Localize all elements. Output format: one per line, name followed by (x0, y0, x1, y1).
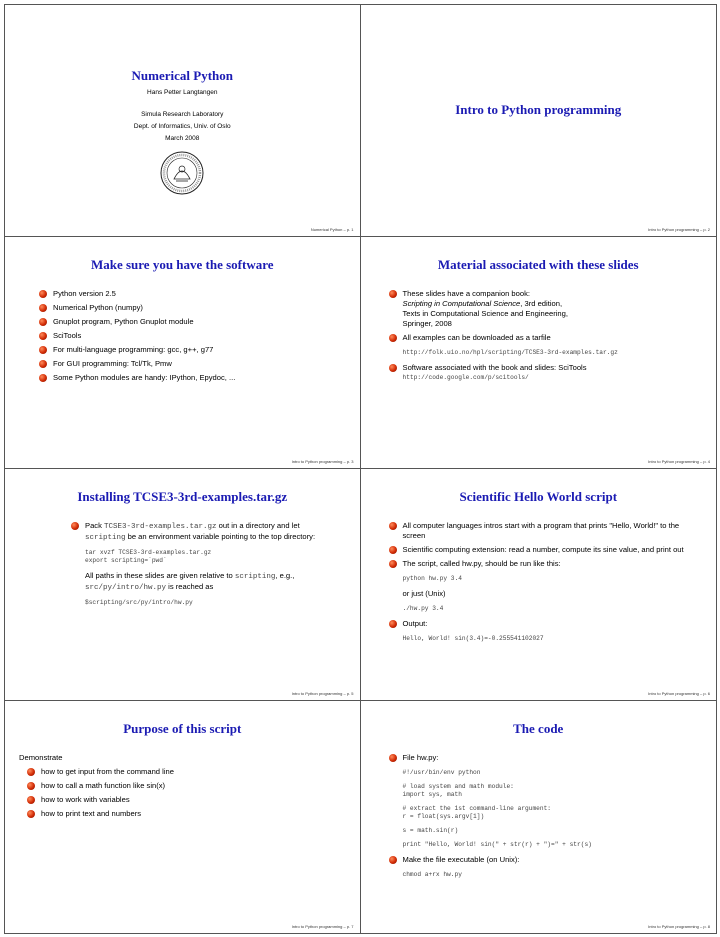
slide-body (39, 289, 346, 387)
list-item: Some Python modules are handy: IPython, Epydoc, ... (39, 373, 346, 383)
bullet-icon (27, 768, 35, 776)
slide-body (71, 521, 340, 613)
bullet-icon (389, 620, 397, 628)
slide-4 (361, 237, 717, 469)
affiliation-2: Dept. of Informatics, Univ. of Oslo (133, 123, 231, 130)
slide-title: Numerical Python (131, 68, 233, 83)
slide-grid (4, 4, 717, 934)
intro-text: Demonstrate (19, 753, 63, 762)
list-item: Numerical Python (numpy) (39, 303, 346, 313)
list-item: For multi-language programming: gcc, g++, g77 (39, 345, 346, 355)
slide-footer: Intro to Python programming – p. 4 (648, 459, 710, 464)
list-item: All computer languages intros start with a program that prints "Hello, World!" to the screen (389, 521, 703, 541)
slide-5 (5, 469, 361, 701)
date: March 2008 (165, 135, 200, 142)
bullet-list (39, 289, 346, 383)
bullet-icon (27, 810, 35, 818)
slide-footer: Intro to Python programming – p. 6 (648, 691, 710, 696)
list-item: File hw.py: #!/usr/bin/env python # load system and math module: import sys, math # extract the 1st command-line argument: r = float(sys.argv[1]) s = math.sin(r) print "Hello, World! sin(" + str(r) + ")=" + str(s) (389, 753, 703, 849)
affiliation-1: Simula Research Laboratory (141, 111, 224, 118)
list-item: The script, called hw.py, should be run like this: python hw.py 3.4 or just (Unix) ./hw.py 3.4 (389, 559, 703, 613)
slide-footer: Intro to Python programming – p. 8 (648, 924, 710, 929)
bullet-icon (39, 318, 47, 326)
slide-title: Scientific Hello World script (459, 489, 618, 504)
slide-title: Purpose of this script (123, 721, 242, 736)
url-scitools: http://code.google.com/p/scitools/ (402, 374, 529, 381)
code-block: s = math.sin(r) (402, 827, 459, 834)
code-block: print "Hello, World! sin(" + str(r) + ")=" + str(s) (402, 841, 592, 848)
slide-title: The code (513, 721, 564, 736)
slide-footer: Intro to Python programming – p. 3 (291, 459, 354, 464)
slide-footer: Intro to Python programming – p. 2 (648, 227, 710, 232)
list-item: All examples can be downloaded as a tarfile http://folk.uio.no/hpl/scripting/TCSE3-3rd-examples.tar.gz (389, 333, 703, 357)
list-item: Gnuplot program, Python Gnuplot module (39, 317, 346, 327)
code-block: #!/usr/bin/env python (402, 769, 481, 776)
slide-3 (5, 237, 361, 469)
bullet-icon (389, 334, 397, 342)
slide-8 (361, 701, 717, 933)
code-block: ./hw.py 3.4 (402, 605, 444, 612)
bullet-icon (39, 332, 47, 340)
list-item: Output: Hello, World! sin(3.4)=-0.255541102027 (389, 619, 703, 643)
bullet-icon (389, 522, 397, 530)
list-item: These slides have a companion book: Scripting in Computational Science, 3rd edition, Texts in Computational Science and Engineering, Springer, 2008 (389, 289, 703, 329)
slide-title: Material associated with these slides (437, 257, 639, 272)
slide-body (389, 753, 703, 885)
slide-body (389, 289, 703, 388)
list-item: Pack TCSE3-3rd-examples.tar.gz out in a directory and let scripting be an environment variable pointing to the top directory: tar xvzf TCSE3-3rd-examples.tar.gz export scripting=`pwd` All paths in these slides are given relative to scripting, e.g., src/py/intro/hw.py is reached as $scripting/src/py/intro/hw.py (71, 521, 340, 607)
code-block: chmod a+rx hw.py (402, 871, 462, 878)
bullet-icon (39, 290, 47, 298)
bullet-icon (389, 290, 397, 298)
list-item: Software associated with the book and slides: SciTools http://code.google.com/p/scitools/ (389, 363, 703, 382)
bullet-icon (27, 796, 35, 804)
list-item: how to print text and numbers (27, 809, 346, 819)
slide-body (389, 521, 703, 649)
slide-footer: Numerical Python – p. 1 (310, 227, 354, 232)
list-item: how to work with variables (27, 795, 346, 805)
bullet-icon (71, 522, 79, 530)
slide-1 (5, 5, 361, 237)
bullet-icon (27, 782, 35, 790)
code-block: # extract the 1st command-line argument: r = float(sys.argv[1]) (402, 805, 552, 820)
bullet-icon (389, 560, 397, 568)
list-item: SciTools (39, 331, 346, 341)
university-seal-icon (160, 151, 204, 195)
bullet-icon (389, 364, 397, 372)
list-item: Make the file executable (on Unix): chmod a+rx hw.py (389, 855, 703, 879)
slide-title: Installing TCSE3-3rd-examples.tar.gz (77, 489, 288, 504)
list-item: how to call a math function like sin(x) (27, 781, 346, 791)
slide-footer: Intro to Python programming – p. 7 (291, 924, 354, 929)
bullet-icon (39, 346, 47, 354)
url-tarfile: http://folk.uio.no/hpl/scripting/TCSE3-3rd-examples.tar.gz (402, 349, 618, 356)
slide-2 (361, 5, 717, 237)
code-block: tar xvzf TCSE3-3rd-examples.tar.gz export scripting=`pwd` (85, 549, 212, 564)
list-item: how to get input from the command line (27, 767, 346, 777)
bullet-icon (39, 360, 47, 368)
slide-body (19, 753, 346, 823)
code-block: $scripting/src/py/intro/hw.py (85, 599, 193, 606)
code-block: python hw.py 3.4 (402, 575, 462, 582)
slide-title: Make sure you have the software (90, 257, 274, 272)
book-title: Scripting in Computational Science (402, 299, 521, 308)
list-item: Scientific computing extension: read a number, compute its sine value, and print out (389, 545, 703, 555)
bullet-icon (389, 754, 397, 762)
list-item: For GUI programming: Tcl/Tk, Pmw (39, 359, 346, 369)
slide-7 (5, 701, 361, 933)
bullet-icon (39, 374, 47, 382)
author: Hans Petter Langtangen (147, 89, 218, 96)
bullet-icon (389, 546, 397, 554)
bullet-icon (39, 304, 47, 312)
code-block: # load system and math module: import sys, math (402, 783, 514, 798)
slide-title: Intro to Python programming (455, 102, 622, 117)
bullet-icon (389, 856, 397, 864)
slide-footer: Intro to Python programming – p. 5 (291, 691, 354, 696)
slide-6 (361, 469, 717, 701)
list-item: Python version 2.5 (39, 289, 346, 299)
code-block: Hello, World! sin(3.4)=-0.255541102027 (402, 635, 544, 642)
